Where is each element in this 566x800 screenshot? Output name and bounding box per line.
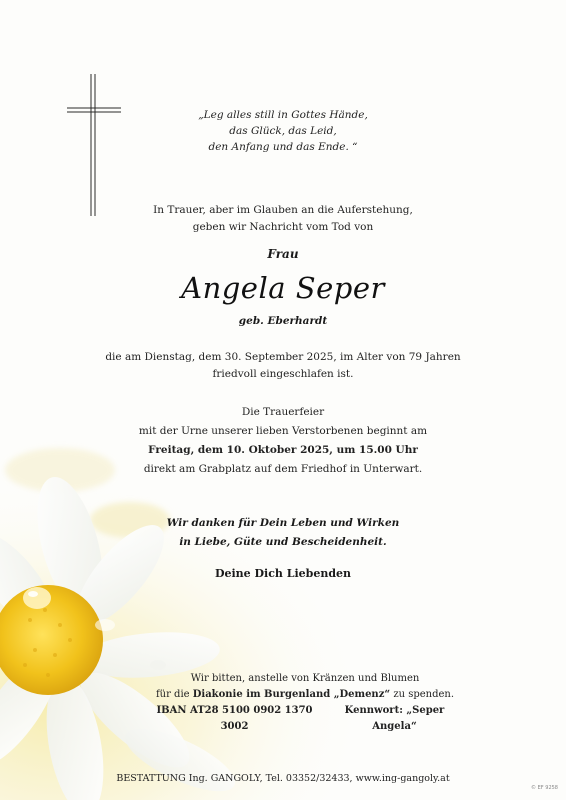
donation-suffix: zu spenden. [390,689,455,700]
funeral-datetime: Freitag, dem 10. Oktober 2025, um 15.00 Uhr [148,444,418,456]
donation-charity: Diakonie im Burgenland „Demenz“ [192,689,391,700]
donation-line: Wir bitten, anstelle von Kränzen und Blumen [190,673,420,684]
funeral-place: direkt am Grabplatz auf dem Friedhof in Unterwart. [143,463,423,475]
signoff: Deine Dich Liebenden [214,567,352,580]
quote-line: das Glück, das Leid, [229,125,337,137]
birth-name: geb. Eberhardt [238,315,328,327]
funeral-line: mit der Urne unserer lieben Verstorbenen beginnt am [138,425,428,437]
intro-text [0,202,566,236]
keyword: Kennwort: „Seper Angela“ [344,705,445,732]
thanks-line: Wir danken für Dein Leben und Wirken [166,517,400,529]
death-line: friedvoll eingeschlafen ist. [212,368,354,380]
honorific: Frau [267,247,299,261]
thanks-line: in Liebe, Güte und Bescheidenheit. [179,536,387,548]
donation-request [145,671,465,735]
quote [0,107,566,155]
quote-line: „Leg alles still in Gottes Hände, [198,109,368,121]
funeral-home-footer: BESTATTUNG Ing. GANGOLY, Tel. 03352/32433, www.ing-gangoly.at [116,773,450,784]
funeral-heading: Die Trauerfeier [241,406,325,418]
intro-line: In Trauer, aber im Glauben an die Auferstehung, [153,204,413,216]
intro-line: geben wir Nachricht vom Tod von [192,221,374,233]
deceased-name: Angela Seper [181,271,385,305]
thanks-text [0,514,566,552]
donation-line [145,687,465,703]
death-line: die am Dienstag, dem 30. September 2025, im Alter von 79 Jahren [105,351,461,363]
iban: IBAN AT28 5100 0902 1370 3002 [156,705,313,732]
donation-prefix: für die [155,689,193,700]
funeral-info [0,403,566,479]
quote-line: den Anfang und das Ende. “ [208,141,358,153]
print-code: © EF 9258 [531,785,558,791]
death-notice [0,349,566,383]
bank-details [145,703,465,735]
